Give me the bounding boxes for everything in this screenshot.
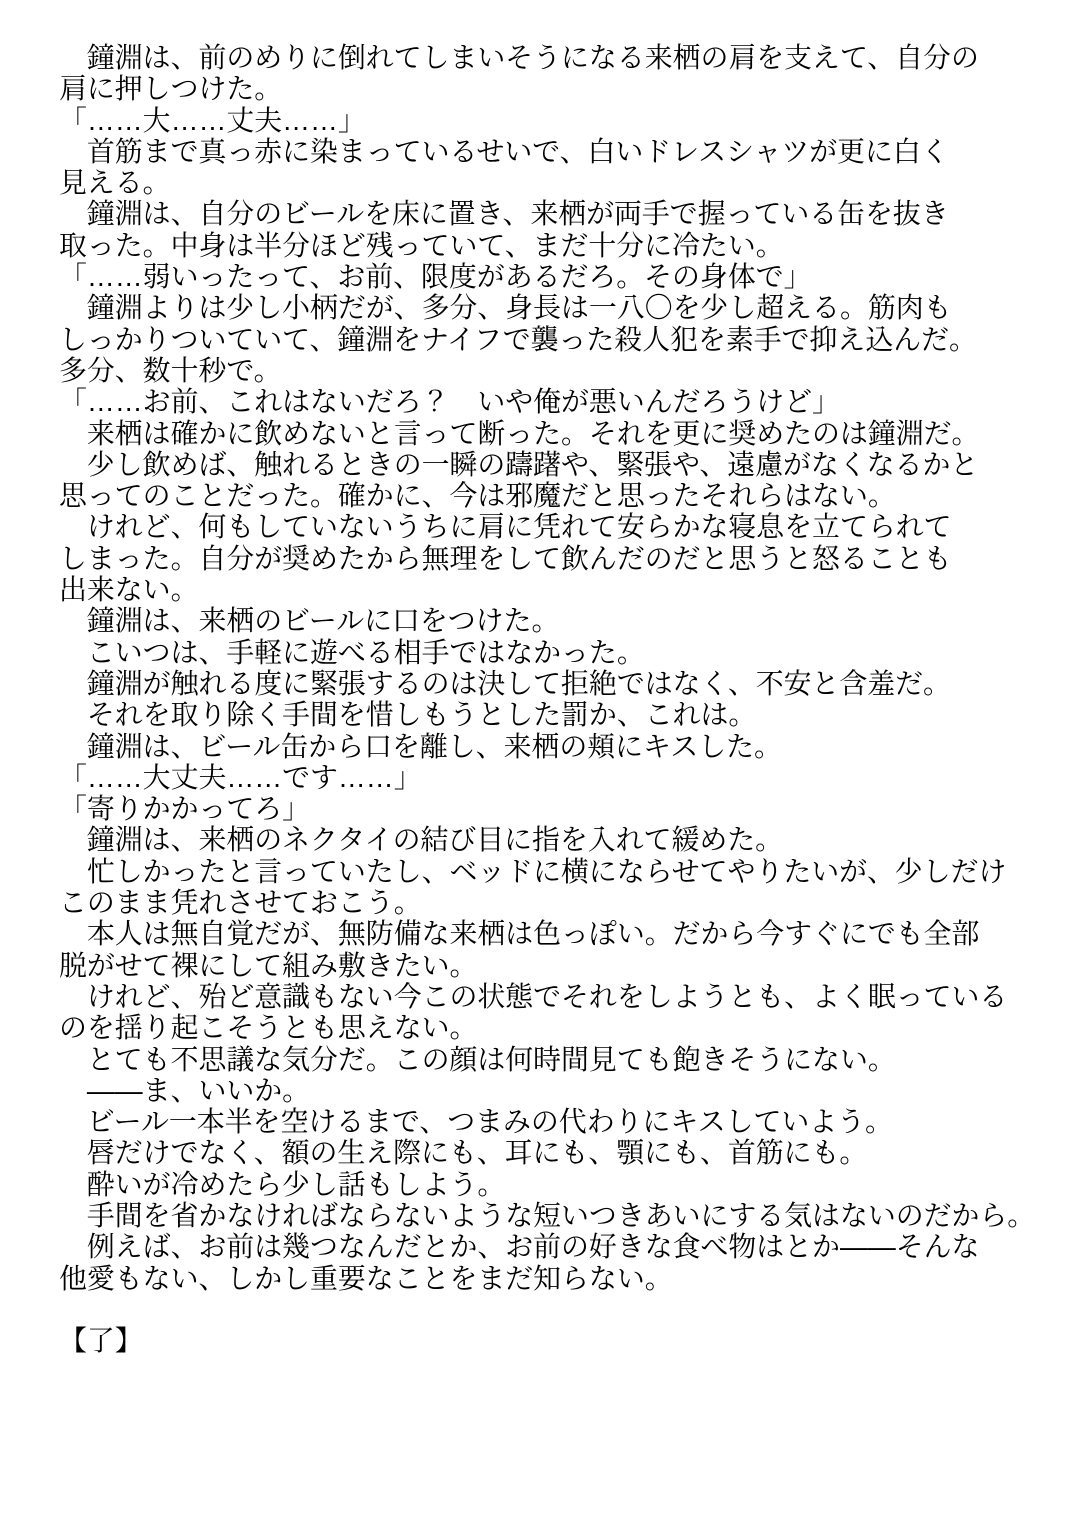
text-line: 「……お前、これはないだろ？ いや俺が悪いんだろうけど」 [59, 386, 840, 418]
text-line: 鐘淵は、来栖のネクタイの結び目に指を入れて緩めた。 [59, 824, 784, 856]
text-line: とても不思議な気分だ。この顔は何時間見ても飽きそうにない。 [59, 1043, 896, 1075]
text-line: 「寄りかかってろ」 [59, 793, 311, 825]
text-line: 唇だけでなく、額の生え際にも、耳にも、顎にも、首筋にも。 [59, 1137, 868, 1169]
text-line: このまま凭れさせておこう。 [59, 887, 422, 919]
text-line: 思ってのことだった。確かに、今は邪魔だと思ったそれらはない。 [59, 480, 896, 512]
text-line: それを取り除く手間を惜しもうとした罰か、これは。 [59, 699, 757, 731]
text-line: 来栖は確かに飲めないと言って断った。それを更に奨めたのは鐘淵だ。 [59, 417, 980, 449]
text-line: 少し飲めば、触れるときの一瞬の躊躇や、緊張や、遠慮がなくなるかと [59, 448, 979, 480]
text-line: けれど、何もしていないうちに肩に凭れて安らかな寝息を立てられて [59, 511, 952, 543]
text-line: 鐘淵は、前のめりに倒れてしまいそうになる来栖の肩を支えて、自分の [59, 42, 979, 73]
text-line: 他愛もない、しかし重要なことをまだ知らない。 [59, 1262, 673, 1294]
text-line: 肩に押しつけた。 [59, 73, 283, 105]
text-line: 鐘淵は、自分のビールを床に置き、来栖が両手で握っている缶を抜き [59, 198, 949, 230]
text-line: 例えば、お前は幾つなんだとか、お前の好きな食べ物はとか——そんな [59, 1231, 980, 1263]
text-line: 酔いが冷めたら少し話もしよう。 [59, 1168, 506, 1200]
text-line: 鐘淵は、来栖のビールに口をつけた。 [59, 605, 560, 637]
text-line: 多分、数十秒で。 [59, 354, 282, 386]
text-line: 忙しかったと言っていたし、ベッドに横にならせてやりたいが、少しだけ [59, 855, 1007, 887]
text-line: ——ま、いいか。 [59, 1074, 311, 1106]
text-line: 「……弱いったって、お前、限度があるだろ。その身体で」 [59, 261, 812, 293]
end-mark: 【了】 [59, 1325, 143, 1357]
text-line: 見える。 [59, 167, 171, 199]
text-line: 手間を省かなければならないような短いつきあいにする気はないのだから。 [59, 1199, 1036, 1231]
text-line: 「……大……丈夫……」 [59, 104, 366, 136]
text-line: しっかりついていて、鐘淵をナイフで襲った殺人犯を素手で抑え込んだ。 [59, 323, 977, 355]
text-line: 本人は無自覚だが、無防備な来栖は色っぽい。だから今すぐにでも全部 [59, 918, 980, 950]
text-line: 脱がせて裸にして組み敷きたい。 [59, 949, 478, 981]
text-line: 出来ない。 [59, 574, 199, 606]
text-block [59, 42, 1074, 1294]
text-line: 首筋まで真っ赤に染まっているせいで、白いドレスシャツが更に白く [59, 135, 949, 167]
text-line: 鐘淵が触れる度に緊張するのは決して拒絶ではなく、不安と含羞だ。 [59, 667, 951, 699]
text-line: けれど、殆ど意識もない今この状態でそれをしようとも、よく眠っている [59, 980, 1008, 1012]
text-line: 取った。中身は半分ほど残っていて、まだ十分に冷たい。 [59, 229, 784, 261]
text-line: のを揺り起こそうとも思えない。 [59, 1012, 478, 1044]
text-line: 鐘淵よりは少し小柄だが、多分、身長は一八〇を少し超える。筋肉も [59, 292, 952, 324]
text-line: しまった。自分が奨めたから無理をして飲んだのだと思うと怒ることも [59, 542, 952, 574]
text-line: 「……大丈夫……です……」 [59, 761, 422, 793]
text-line: 鐘淵は、ビール缶から口を離し、来栖の頬にキスした。 [59, 730, 782, 762]
text-line: ビール一本半を空けるまで、つまみの代わりにキスしていよう。 [59, 1106, 893, 1138]
text-line: こいつは、手軽に遊べる相手ではなかった。 [59, 636, 645, 668]
